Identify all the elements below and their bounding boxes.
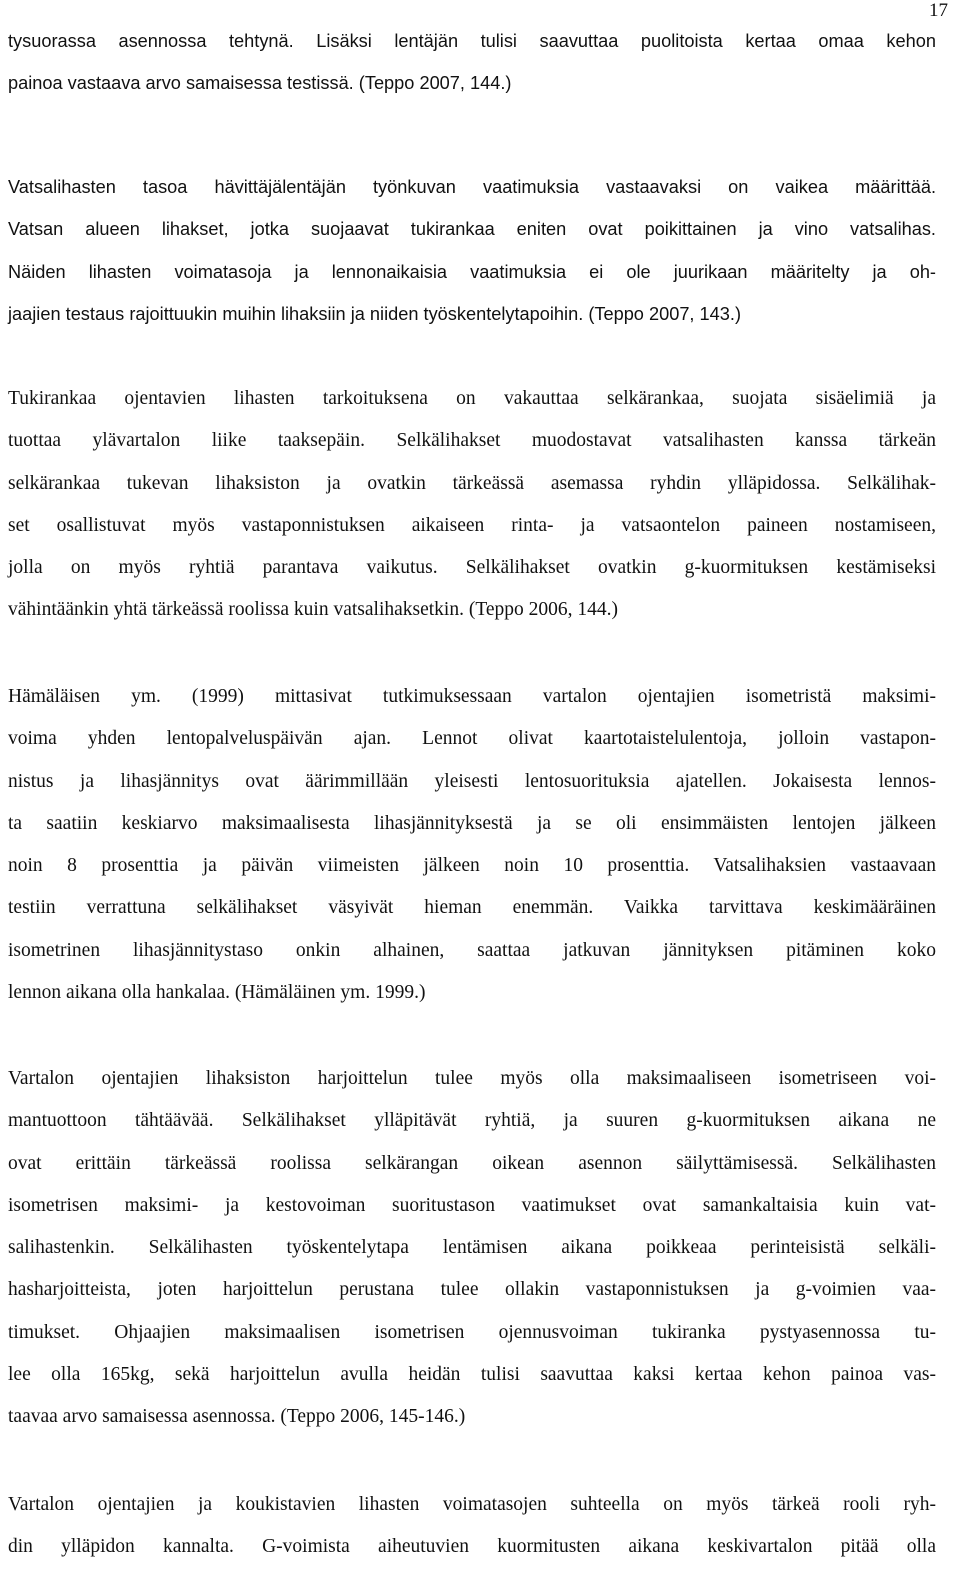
paragraph-line: jolla on myös ryhtiä parantava vaikutus. Selkälihakset ovatkin g-kuormituksen kestämiseksi (8, 557, 936, 579)
paragraph-line: ta saatiin keskiarvo maksimaalisesta lihasjännityksestä ja se oli ensimmäisten lentojen jälkeen (8, 812, 936, 834)
paragraph-line: lennon aikana olla hankalaa. (Hämäläinen ym. 1999.) (8, 982, 426, 1004)
paragraph-line: Vatsalihasten tasoa hävittäjälentäjän työnkuvan vaatimuksia vastaavaksi on vaikea määrittää. (8, 177, 936, 197)
paragraph-2 (8, 166, 936, 335)
paragraph-line: Näiden lihasten voimatasoja ja lennonaikaisia vaatimuksia ei ole juurikaan määritelty ja oh- (8, 261, 936, 282)
paragraph-5 (8, 1058, 936, 1439)
page-number: 17 (929, 0, 948, 21)
paragraph-line: jaajien testaus rajoittuukin muihin lihaksiin ja niiden työskentelytapoihin. (Teppo 2007, 143.) (8, 303, 741, 324)
paragraph-line: set osallistuvat myös vastaponnistuksen aikaiseen rinta- ja vatsaontelon paineen nostamiseen, (8, 514, 936, 536)
paragraph-line: selkärankaa tukevan lihaksiston ja ovatkin tärkeässä asemassa ryhdin ylläpidossa. Selkälihak- (8, 472, 936, 494)
paragraph-line: vähintäänkin yhtä tärkeässä roolissa kuin vatsalihaksetkin. (Teppo 2006, 144.) (8, 599, 619, 621)
paragraph-line: Hämäläisen ym. (1999) mittasivat tutkimuksessaan vartalon ojentajien isometristä maksimi- (8, 686, 936, 707)
paragraph-1 (8, 20, 936, 105)
paragraph-line: Vartalon ojentajien ja koukistavien lihasten voimatasojen suhteella on myös tärkeä rooli ryh- (8, 1494, 936, 1515)
paragraph-line: ovat erittäin tärkeässä roolissa selkärangan oikean asennon säilyttämisessä. Selkälihasten (8, 1152, 936, 1174)
paragraph-line: din ylläpidon kannalta. G-voimista aiheutuvien kuormitusten aikana keskivartalon pitää olla (8, 1536, 936, 1558)
paragraph-line: tysuorassa asennossa tehtynä. Lisäksi lentäjän tulisi saavuttaa puolitoista kertaa omaa kehon (8, 31, 936, 51)
paragraph-line: salihastenkin. Selkälihasten työskentelytapa lentämisen aikana poikkeaa perinteisistä selkäli- (8, 1237, 936, 1259)
paragraph-line: taavaa arvo samaisessa asennossa. (Teppo 2006, 145-146.) (8, 1406, 466, 1428)
paragraph-line: voima yhden lentopalveluspäivän ajan. Lennot olivat kaartotaistelulentoja, jolloin vastapon- (8, 728, 936, 750)
paragraph-line: testiin verrattuna selkälihakset väsyivät hieman enemmän. Vaikka tarvittava keskimääräinen (8, 897, 936, 919)
paragraph-line: nistus ja lihasjännitys ovat äärimmillään yleisesti lentosuorituksia ajatellen. Jokaisesta lennos- (8, 770, 936, 792)
paragraph-line: timukset. Ohjaajien maksimaalisen isometrisen ojennusvoiman tukiranka pystyasennossa tu- (8, 1321, 936, 1343)
paragraph-line: isometrinen lihasjännitystaso onkin alhainen, saattaa jatkuvan jännityksen pitäminen koko (8, 939, 936, 961)
paragraph-line: hasharjoitteista, joten harjoittelun perustana tulee ollakin vastaponnistuksen ja g-voimien vaa- (8, 1279, 936, 1301)
paragraph-line: Vartalon ojentajien lihaksiston harjoittelun tulee myös olla maksimaaliseen isometriseen voi- (8, 1068, 936, 1089)
paragraph-line: tuottaa ylävartalon liike taaksepäin. Selkälihakset muodostavat vatsalihasten kanssa tärkeän (8, 430, 936, 452)
paragraph-3 (8, 378, 936, 632)
paragraph-6 (8, 1484, 936, 1569)
paragraph-4 (8, 676, 936, 1014)
paragraph-line: Vatsan alueen lihakset, jotka suojaavat tukirankaa eniten ovat poikittainen ja vino vatsalihas. (8, 219, 936, 240)
paragraph-line: mantuottoon tähtäävää. Selkälihakset ylläpitävät ryhtiä, ja suuren g-kuormituksen aikana ne (8, 1110, 936, 1132)
paragraph-line: isometrisen maksimi- ja kestovoiman suoritustason vaatimukset ovat samankaltaisia kuin vat- (8, 1194, 936, 1216)
paragraph-line: lee olla 165kg, sekä harjoittelun avulla heidän tulisi saavuttaa kaksi kertaa kehon painoa vas- (8, 1364, 936, 1386)
paragraph-line: painoa vastaava arvo samaisessa testissä. (Teppo 2007, 144.) (8, 73, 512, 94)
paragraph-line: noin 8 prosenttia ja päivän viimeisten jälkeen noin 10 prosenttia. Vatsalihaksien vastaavaan (8, 855, 936, 877)
paragraph-line: Tukirankaa ojentavien lihasten tarkoituksena on vakauttaa selkärankaa, suojata sisäelimiä ja (8, 388, 936, 409)
